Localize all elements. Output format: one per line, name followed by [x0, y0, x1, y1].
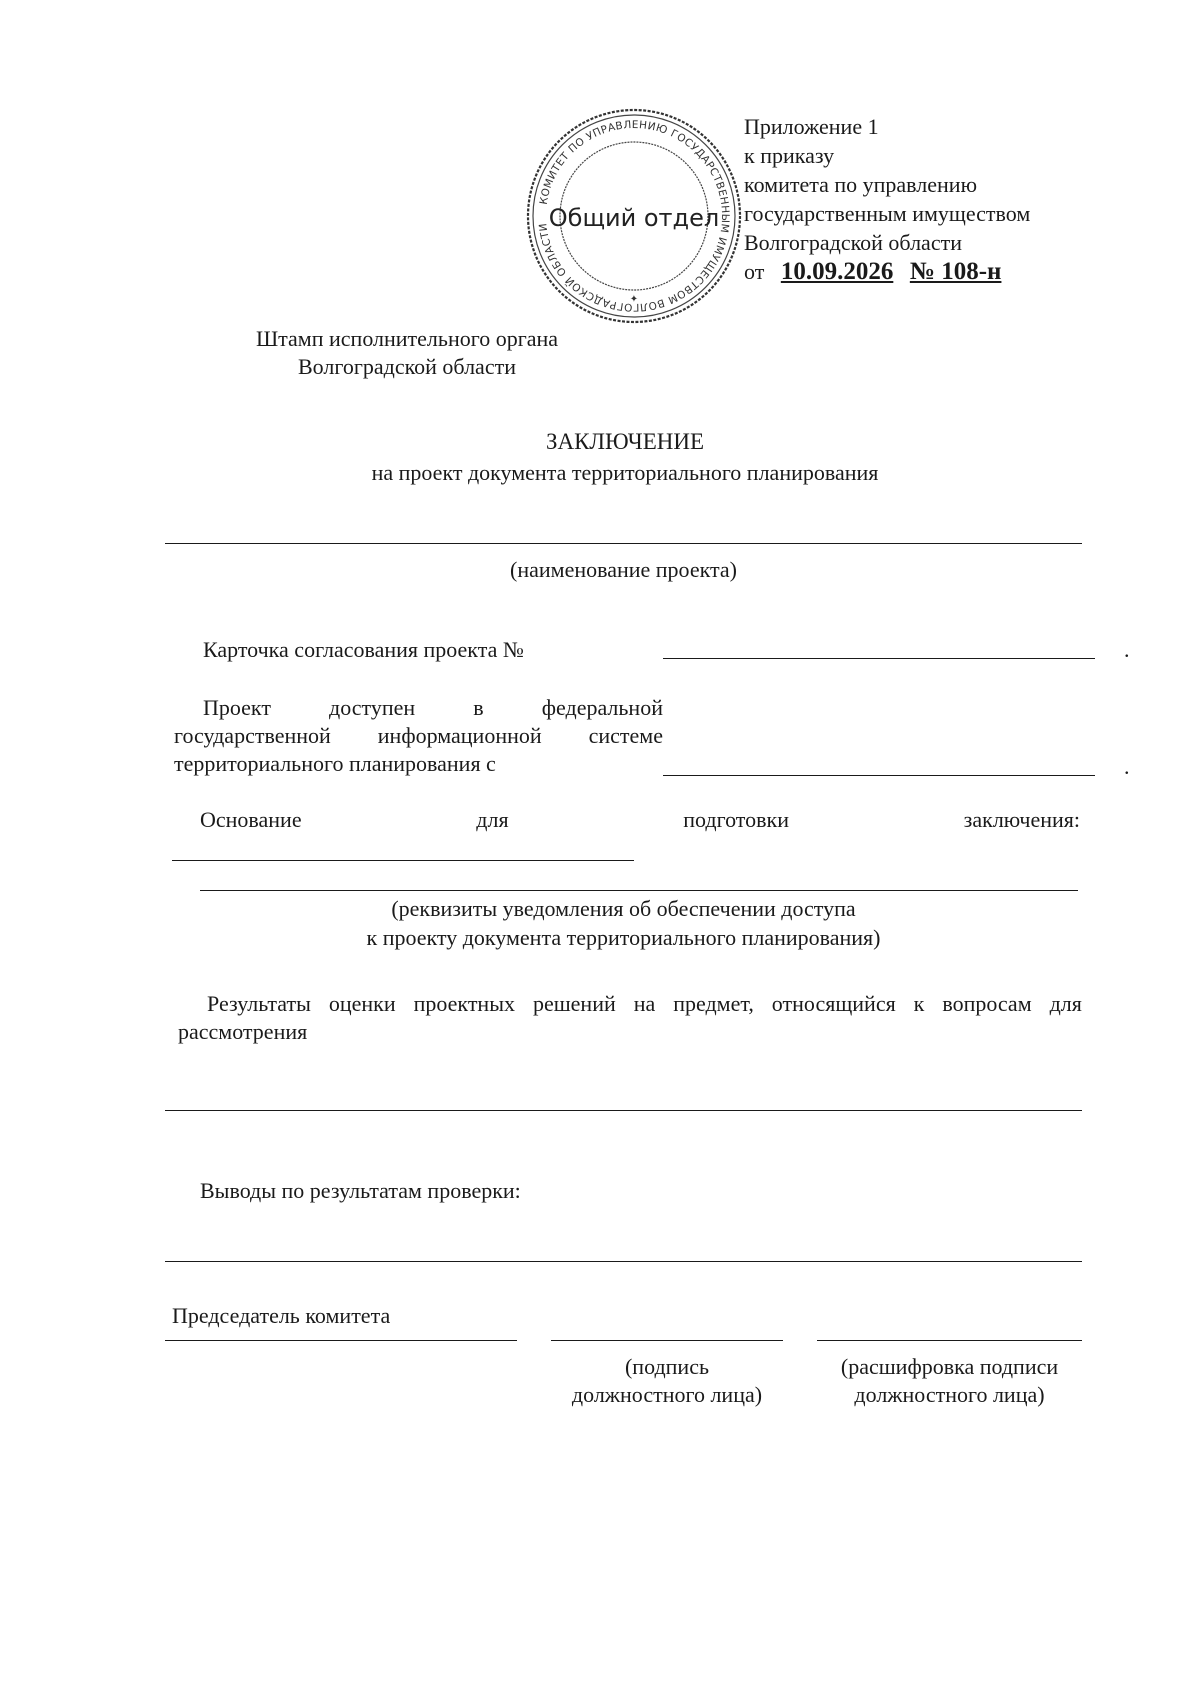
- results-w2: оценки: [328, 991, 396, 1016]
- stamp-label-line-2: Волгоградской области: [298, 354, 516, 379]
- available-line-1: [203, 694, 663, 722]
- results-fill-line: [165, 1110, 1082, 1111]
- signature-caption-line-1: (подпись: [624, 1354, 709, 1379]
- decoding-caption-line-2: должностного лица): [854, 1382, 1045, 1407]
- available-line2-w1: государственной: [174, 723, 331, 748]
- document-subtitle: на проект документа территориального планирования: [371, 460, 879, 485]
- basis-fill-line-2: [200, 890, 1078, 891]
- project-name-line: [165, 543, 1082, 544]
- available-w3: в: [473, 695, 484, 720]
- conclusions-fill-line: [165, 1261, 1082, 1262]
- available-line2-w3: системе: [588, 723, 663, 748]
- basis-w1: Основание: [200, 807, 302, 832]
- document-title: ЗАКЛЮЧЕНИЕ: [545, 429, 705, 454]
- chairman-label: Председатель комитета: [172, 1303, 391, 1328]
- appendix-line-1: Приложение 1: [744, 114, 879, 139]
- appendix-line-5: Волгоградской области: [744, 230, 962, 255]
- order-number: № 108-н: [909, 258, 1002, 285]
- signature-line: [551, 1340, 783, 1341]
- available-line2-w2: информационной: [377, 723, 542, 748]
- signature-caption-line-2: должностного лица): [571, 1382, 763, 1407]
- card-dot: .: [1124, 637, 1130, 662]
- available-w2: доступен: [329, 695, 416, 720]
- basis-w2: для: [476, 807, 509, 832]
- basis-line: [200, 806, 1080, 834]
- results-w9: вопросам: [942, 991, 1032, 1016]
- requisites-caption-line-2: к проекту документа территориального планирования): [366, 925, 881, 950]
- executive-body-stamp-label: [237, 325, 577, 381]
- results-w1: Результаты: [207, 991, 311, 1016]
- available-w4: федеральной: [541, 695, 663, 720]
- results-w7: относящийся: [771, 991, 896, 1016]
- from-label: от: [744, 259, 765, 284]
- order-date-number-row: [744, 257, 1030, 286]
- card-number-line: [663, 658, 1095, 659]
- available-line-3: территориального планирования с: [174, 751, 496, 776]
- decoding-line: [817, 1340, 1082, 1341]
- results-w6: предмет,: [673, 991, 754, 1016]
- card-label: Карточка согласования проекта №: [203, 637, 524, 662]
- results-line-2: рассмотрения: [178, 1019, 308, 1044]
- svg-text:✦: ✦: [629, 294, 639, 305]
- available-date-line: [663, 775, 1095, 776]
- appendix-line-4: государственным имуществом: [744, 201, 1031, 226]
- signature-caption: [541, 1353, 793, 1409]
- basis-fill-line-1: [172, 860, 634, 861]
- results-w4: решений: [532, 991, 616, 1016]
- results-w5: на: [633, 991, 656, 1016]
- results-w3: проектных: [413, 991, 515, 1016]
- basis-w4: заключения:: [963, 807, 1080, 832]
- available-w1: Проект: [203, 695, 271, 720]
- available-line-2: [174, 722, 663, 750]
- project-name-caption: (наименование проекта): [510, 557, 737, 582]
- order-date: 10.09.2026: [780, 258, 894, 285]
- results-w10: для: [1049, 991, 1082, 1016]
- stamp-label-line-1: Штамп исполнительного органа: [255, 326, 559, 351]
- decoding-caption: [812, 1353, 1087, 1409]
- requisites-caption-line-1: (реквизиты уведомления об обеспечении доступа: [391, 896, 856, 921]
- results-w8: к: [913, 991, 925, 1016]
- stamp-seal-icon: [523, 105, 745, 327]
- appendix-line-2: к приказу: [744, 143, 835, 168]
- stamp-center-text: Общий отдел: [548, 204, 720, 232]
- available-dot: .: [1124, 754, 1130, 779]
- conclusions-label: Выводы по результатам проверки:: [200, 1178, 521, 1203]
- stamp-ring-text: КОМИТЕТ ПО УПРАВЛЕНИЮ ГОСУДАРСТВЕННЫМ ИМУЩЕСТВОМ ВОЛГОГРАДСКОЙ ОБЛАСТИ: [537, 118, 732, 314]
- appendix-line-3: комитета по управлению: [744, 172, 978, 197]
- results-line-1: [207, 990, 1082, 1018]
- chairman-line: [165, 1340, 517, 1341]
- basis-w3: подготовки: [683, 807, 789, 832]
- decoding-caption-line-1: (расшифровка подписи: [840, 1354, 1059, 1379]
- appendix-header: [744, 112, 1030, 286]
- round-stamp: [523, 105, 745, 327]
